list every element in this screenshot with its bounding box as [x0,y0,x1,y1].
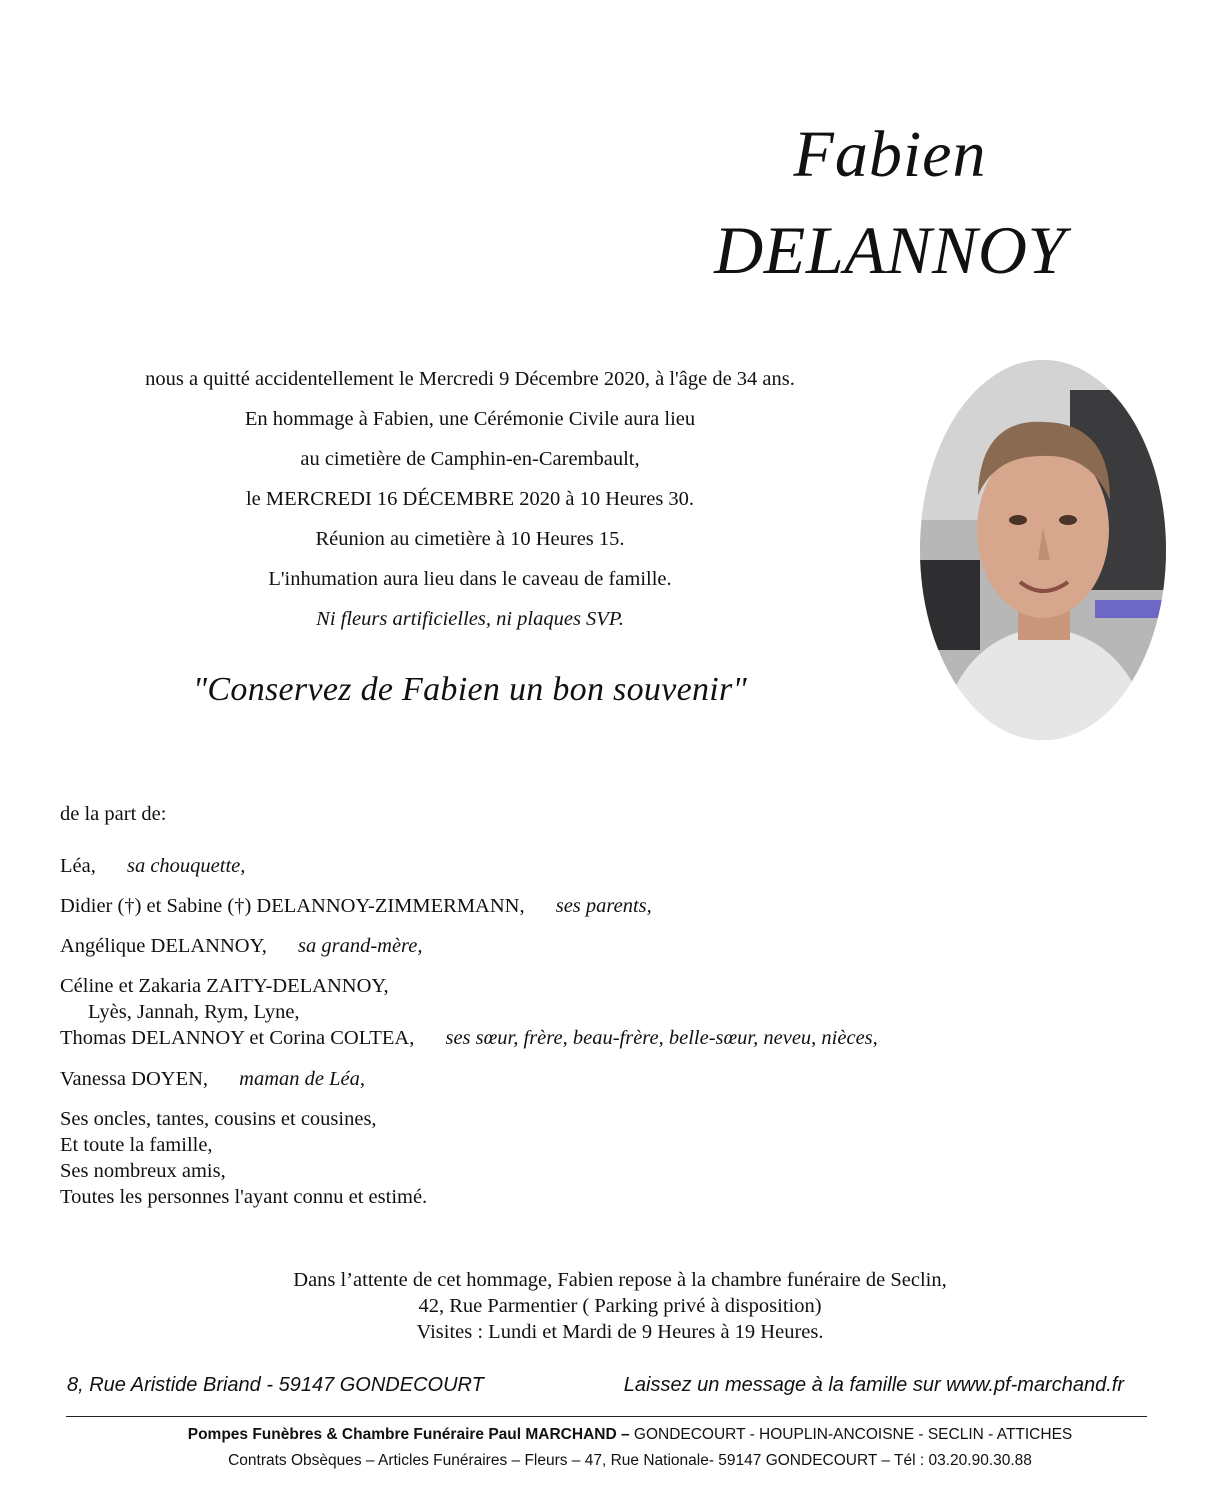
portrait-illustration [920,360,1166,740]
family-name: Thomas DELANNOY et Corina COLTEA, [60,1027,415,1049]
announcement-line: Réunion au cimetière à 10 Heures 15. [315,528,625,550]
family-name: Angélique DELANNOY, [60,935,267,957]
repose-line: Dans l’attente de cet hommage, Fabien repose à la chambre funéraire de Seclin, [293,1269,947,1291]
family-relation: ses sœur, frère, beau-frère, belle-sœur, neveu, nièces, [445,1027,878,1049]
announcement-line: L'inhumation aura lieu dans le caveau de famille. [268,568,672,590]
website-message: Laissez un message à la famille sur www.pf-marchand.fr [623,1374,1124,1396]
memorial-quote: "Conservez de Fabien un bon souvenir" [192,671,748,708]
announcement-line: le MERCREDI 16 DÉCEMBRE 2020 à 10 Heures 30. [245,488,695,510]
family-name: Didier (†) et Sabine (†) DELANNOY-ZIMMERMANN, [60,895,525,917]
flowers-note: Ni fleurs artificielles, ni plaques SVP. [316,608,624,630]
announcement-line: au cimetière de Camphin-en-Carembault, [300,448,640,470]
family-relation: sa chouquette, [126,855,246,877]
announcement-line: En hommage à Fabien, une Cérémonie Civile aura lieu [244,408,696,430]
announcement-block [60,362,880,642]
family-others [60,1106,427,1210]
portrait-photo [920,360,1166,740]
family-line-siblings [60,973,878,1051]
family-name: Lyès, Jannah, Rym, Lyne, [88,1001,300,1023]
family-name: Léa, [60,855,96,877]
company-locations: GONDECOURT - HOUPLIN-ANCOISNE - SECLIN - ATTICHES [629,1426,1073,1443]
family-name: Vanessa DOYEN, [60,1068,209,1090]
family-line-vanessa [60,1066,365,1092]
from-label: de la part de: [60,803,167,825]
deceased-first-name: Fabien [793,118,987,191]
repose-info [120,1267,1120,1345]
family-other-line: Et toute la famille, [60,1134,213,1156]
footer-services: Contrats Obsèques – Articles Funéraires – Fleurs – 47, Rue Nationale- 59147 GONDECOURT – Tél : 03.20.90.30.88 [228,1452,1032,1469]
repose-line: 42, Rue Parmentier ( Parking privé à disposition) [418,1295,822,1317]
family-other-line: Ses oncles, tantes, cousins et cousines, [60,1108,377,1130]
family-line-parents [60,893,652,919]
family-name: Céline et Zakaria ZAITY-DELANNOY, [60,975,389,997]
family-other-line: Toutes les personnes l'ayant connu et estimé. [60,1186,428,1208]
family-line-lea [60,853,245,879]
family-relation: maman de Léa, [239,1068,365,1090]
family-line-grandmother [60,933,423,959]
family-line-thomas [60,1025,878,1051]
footer-divider [66,1416,1147,1417]
announcement-line: nous a quitté accidentellement le Mercredi 9 Décembre 2020, à l'âge de 34 ans. [145,368,795,390]
deceased-last-name: DELANNOY [714,212,1066,288]
funeral-home-address: 8, Rue Aristide Briand - 59147 GONDECOURT [67,1374,484,1396]
company-name: Pompes Funèbres & Chambre Funéraire Paul MARCHAND – [187,1426,630,1443]
family-relation: sa grand-mère, [298,935,423,957]
footer-company [120,1424,1140,1446]
family-relation: ses parents, [555,895,652,917]
family-other-line: Ses nombreux amis, [60,1160,226,1182]
repose-line: Visites : Lundi et Mardi de 9 Heures à 19 Heures. [416,1321,824,1343]
